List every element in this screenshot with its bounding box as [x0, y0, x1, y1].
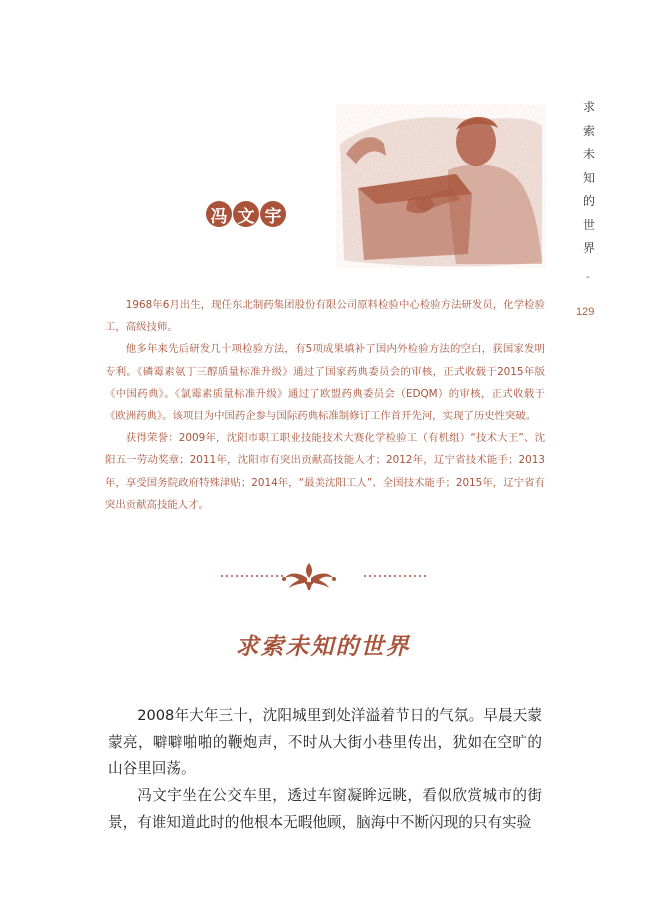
- name-character: 冯: [206, 201, 232, 227]
- body-paragraph: 冯文宇坐在公交车里，透过车窗凝眸远眺，看似欣赏城市的街景，有谁知道此时的他根本无暇他顾，脑海中不断闪现的只有实验: [108, 787, 542, 831]
- bio-section: [105, 294, 545, 516]
- running-head-char: 知: [582, 170, 595, 185]
- portrait-sketch-image: [336, 104, 546, 268]
- section-title: 求索未知的世界: [235, 633, 411, 660]
- running-head-char: 的: [582, 194, 595, 208]
- divider-dots-right: [363, 574, 427, 578]
- body-paragraph: 2008年大年三十，沈阳城里到处洋溢着节日的气氛。早晨天蒙蒙亮，噼噼啪啪的鞭炮声，不时从大街小巷里传出，犹如在空旷的山谷里回荡。: [108, 707, 542, 778]
- running-head-char: 求: [582, 100, 595, 114]
- bio-paragraph: 他多年来先后研发几十项检验方法，有5项成果填补了国内外检验方法的空白，获国家发明专利。《磷霉素氨丁三醇质量标准升级》通过了国家药典委员会的审核，正式收载于2015年版《中国药典》。《氯霉素质量标准升级》通过了欧盟药典委员会（EDQM）的审核，正式收载于《欧洲药典》。该项目为中国药企参与国际药典标准制修订工作首开先河，实现了历史性突破。: [105, 343, 545, 423]
- bio-paragraph: 获得荣誉：2009年，沈阳市职工职业技能技术大赛化学检验工（有机组）“技术大王”、沈阳五一劳动奖章；2011年，沈阳市有突出贡献高技能人才；2012年，辽宁省技术能手；2013年，享受国务院政府特殊津贴；2014年，“最美沈阳工人”、全国技术能手；2015年，辽宁省有突出贡献高技能人才。: [105, 432, 545, 511]
- bio-paragraph: 1968年6月出生，现任东北制药集团股份有限公司原料检验中心检验方法研发员，化学检验工，高级技师。: [105, 299, 545, 334]
- person-name: [206, 201, 286, 227]
- running-head-vertical: [582, 96, 596, 261]
- name-character: 宇: [260, 201, 286, 227]
- running-head-char: 索: [582, 123, 595, 138]
- running-head-char: 未: [582, 147, 595, 161]
- running-head-separator: -: [586, 272, 590, 283]
- name-character: 文: [233, 201, 259, 227]
- body-text: [108, 703, 542, 837]
- page-number: 129: [576, 306, 595, 318]
- running-head-char: 世: [582, 217, 595, 232]
- running-head-char: 界: [582, 241, 595, 255]
